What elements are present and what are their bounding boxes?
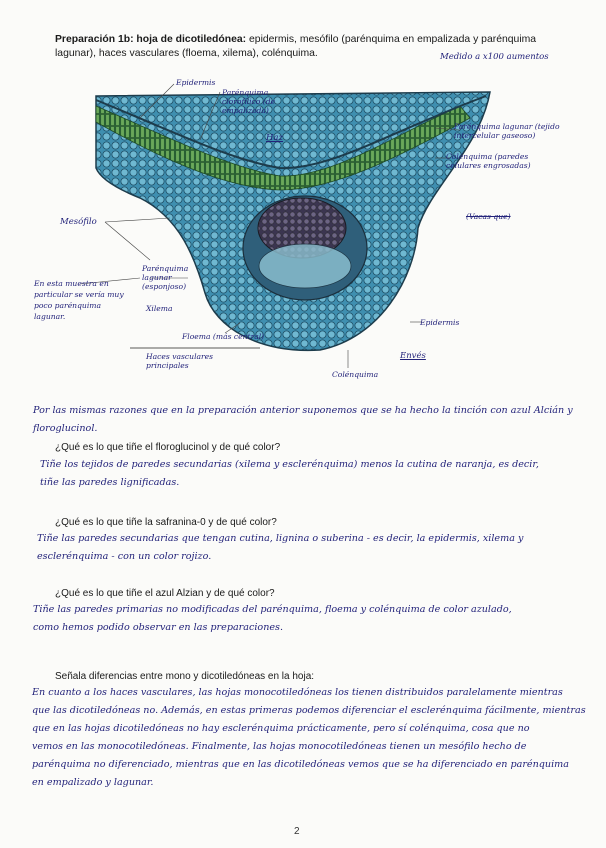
magnification-note: Medido a x100 aumentos — [440, 52, 549, 62]
answer-line: que las dicotiledóneas no. Además, en estas primeras podemos diferenciar el esclerénquima fácilmente, mientras — [32, 705, 586, 716]
answer-line: Tiñe los tejidos de paredes secundarias (xilema y esclerénquima) menos la cutina de naranja, es decir, — [40, 459, 539, 470]
label-xilema: Xilema — [146, 304, 173, 313]
question-safranina: ¿Qué es lo que tiñe la safranina-0 y de qué color? — [55, 517, 277, 528]
answer-azul-alzian — [33, 601, 512, 637]
page-number: 2 — [294, 826, 300, 837]
label-haz: Haz — [266, 133, 283, 143]
label-esponjoso: Parénquima lagunar (esponjoso) — [142, 264, 189, 291]
header-description: epidermis, mesófilo (parénquima en empalizada y parénquima lagunar), haces vasculares (floema, xilema), colénquima. — [55, 34, 537, 59]
label-epidermis-top: Epidermis — [176, 78, 216, 87]
answer-line: Tiñe las paredes primarias no modificadas del parénquima, floema y colénquima de color azulado, — [33, 604, 512, 615]
label-floema: Floema (más central) — [182, 332, 265, 341]
label-enves: Envés — [400, 351, 426, 361]
intro-answer: Por las mismas razones que en la preparación anterior suponemos que se ha hecho la tinción con azul Alcián y floroglucinol. — [33, 405, 573, 434]
label-epidermis-bottom: Epidermis — [420, 318, 460, 327]
label-note: En esta muestra en particular se vería muy poco parénquima lagunar. — [34, 279, 124, 321]
label-mesofilo: Mesófilo — [60, 217, 97, 227]
label-colenquima-right: Colénquima (paredes celulares engrosadas) — [446, 152, 531, 170]
label-palisade: Parénquima clorofílico (de empalizada) — [222, 88, 276, 115]
answer-floroglucinol — [40, 456, 539, 492]
header-title: Preparación 1b: hoja de dicotiledónea: — [55, 34, 247, 45]
answer-safranina — [37, 530, 523, 566]
answer-line: en empalizado y lagunar. — [32, 777, 154, 788]
question-azul-alzian: ¿Qué es lo que tiñe el azul Alzian y de qué color? — [55, 588, 275, 599]
answer-line: como hemos podido observar en las preparaciones. — [33, 622, 284, 633]
question-differences: Señala diferencias entre mono y dicotiledóneas en la hoja: — [55, 671, 315, 682]
label-colenquima-bottom: Colénquima — [332, 370, 379, 379]
label-lagunar: Parénquima lagunar (tejido intercelular gaseoso) — [454, 122, 560, 140]
leaf-section-figure — [30, 78, 590, 390]
label-haces: Haces vasculares principales — [146, 352, 214, 370]
answer-line: vemos en las monocotiledóneas. Finalmente, las hojas monocotiledóneas tienen un mesófilo hecho de — [32, 741, 527, 752]
answer-line: que en las hojas dicotiledóneas no hay esclerénquima prácticamente, pero sí colénquima, cosa que no — [32, 723, 530, 734]
label-crossed: (Vacas que) — [466, 212, 511, 221]
answer-line: tiñe las paredes lignificadas. — [40, 477, 180, 488]
question-floroglucinol: ¿Qué es lo que tiñe el floroglucinol y de qué color? — [55, 442, 281, 453]
answer-differences — [32, 684, 586, 792]
answer-line: Tiñe las paredes secundarias que tengan cutina, lignina o suberina - es decir, la epidermis, xilema y — [37, 533, 524, 544]
answer-line: En cuanto a los haces vasculares, las hojas monocotiledóneas los tienen distribuidos paralelamente mientras — [32, 687, 563, 698]
answer-line: parénquima no diferenciado, mientras que en las dicotiledóneas vemos que se ha diferenciado en parénquima — [32, 759, 569, 770]
answer-line: esclerénquima - con un color rojizo. — [37, 551, 212, 562]
